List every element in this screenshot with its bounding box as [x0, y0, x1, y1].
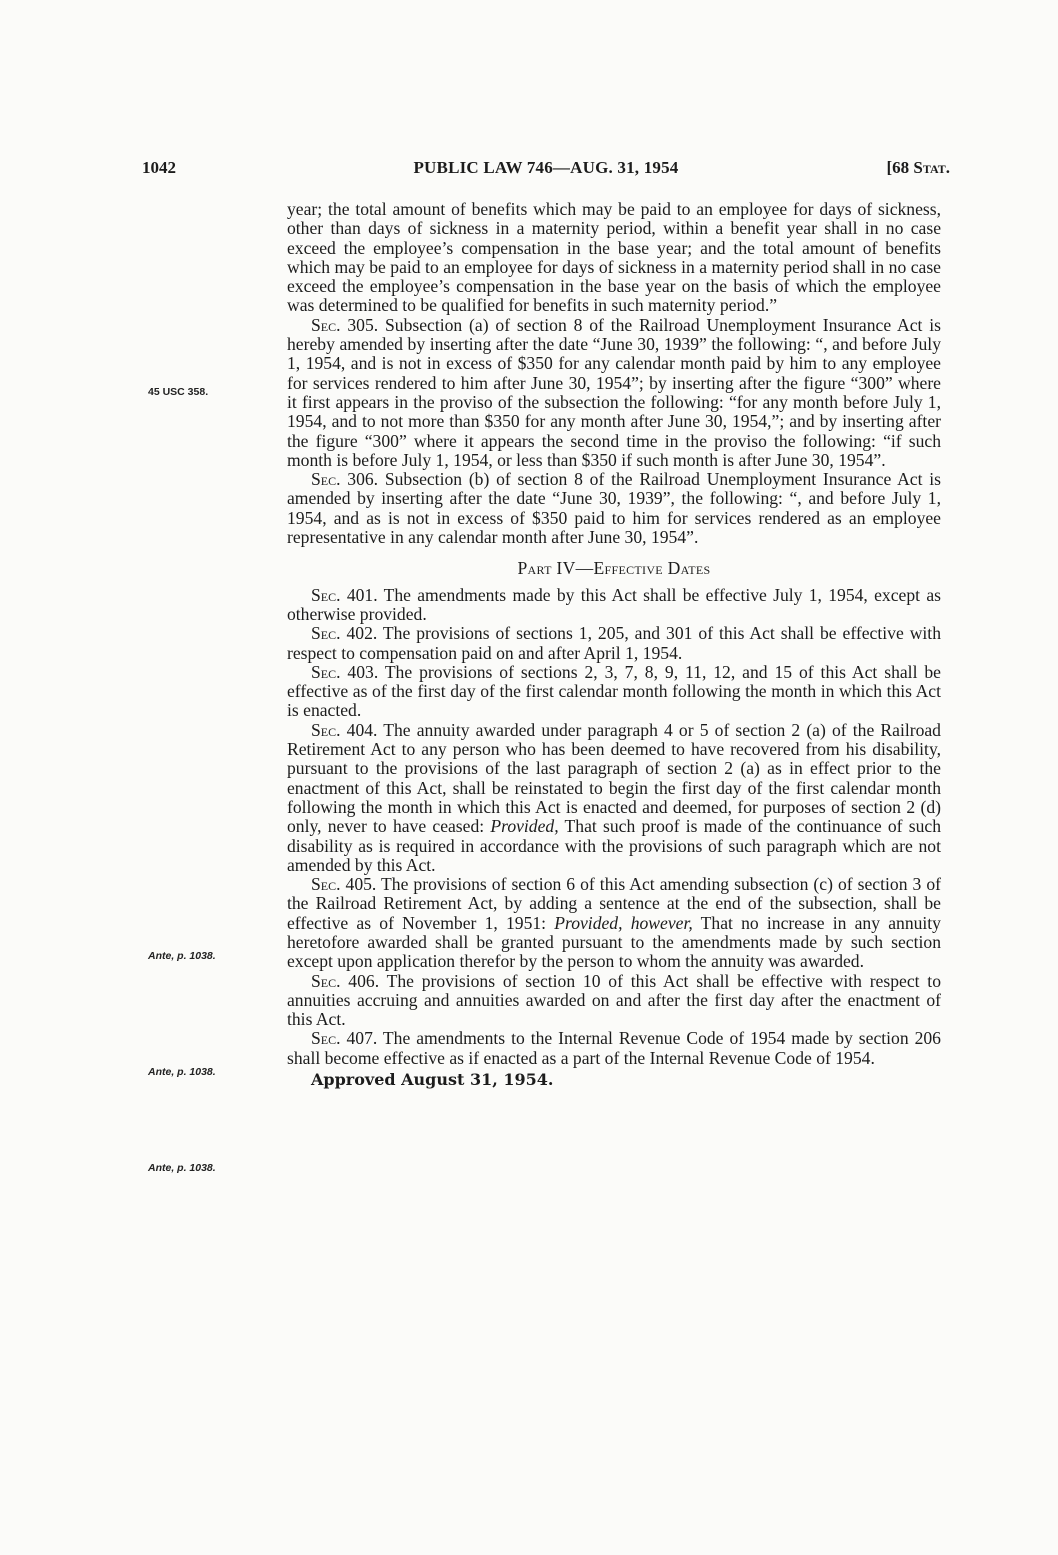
section-306 [287, 470, 941, 547]
margin-note-usc: 45 USC 358. [148, 386, 209, 398]
section-text: Subsection (a) of section 8 of the Railroad Unemployment Insurance Act is hereby amended by inserting after the date “June 30, 1939” the following: “, and before July 1, 1954, and is not in excess of $350 for any calendar month paid by him to any employee for services rendered to him after June 30, 1954”; by inserting after the figure “300” where it first appears in the proviso of the subsection the following: “for any month before July 1, 1954, and to not more than $350 for any month after June 30, 1954,”; and by inserting after the figure “300” where it appears the second time in the proviso the following: “if such month is before July 1, 1954, or less than $350 if such month is after June 30, 1954”. [287, 314, 941, 470]
part-heading: Part IV—Effective Dates [517, 558, 711, 579]
section-label: Sec. 402. [311, 623, 378, 644]
section-label: Sec. 405. [311, 874, 377, 895]
statute-reference: [68 Stat. [886, 158, 950, 177]
section-404 [287, 721, 941, 875]
body-text [287, 200, 941, 1089]
section-text: The provisions of sections 1, 205, and 301 of this Act shall be effective with respect to compensation paid on and after April 1, 1954. [287, 623, 941, 663]
page-number: 1042 [142, 158, 176, 177]
section-label: Sec. 407. [311, 1028, 378, 1049]
section-label: Sec. 305. [311, 314, 379, 335]
section-406 [287, 972, 941, 1030]
section-text: Subsection (b) of section 8 of the Railroad Unemployment Insurance Act is amended by inserting after the date “June 30, 1939”, the following: “, and before July 1, 1954, and as is not in excess of $350 paid to him for services rendered as an employee representative in any calendar month after June 30, 1954”. [287, 469, 941, 548]
section-text: The amendments made by this Act shall be effective July 1, 1954, except as otherwise provided. [287, 584, 941, 624]
section-label: Sec. 404. [311, 719, 378, 740]
approval-line: Approved August 31, 1954. [311, 1070, 554, 1090]
page-header [142, 158, 950, 182]
margin-note-ante: Ante, p. 1038. [148, 1162, 216, 1174]
proviso-term: Provided, [490, 816, 559, 837]
section-402 [287, 624, 941, 663]
section-text: The provisions of sections 2, 3, 7, 8, 9, 11, 12, and 15 of this Act shall be effective as of the first day of the first calendar month following the month in which this Act is enacted. [287, 661, 941, 721]
section-403 [287, 663, 941, 721]
running-title: PUBLIC LAW 746—AUG. 31, 1954 [413, 158, 679, 177]
paragraph: year; the total amount of benefits which may be paid to an employee for days of sickness, other than days of sickness in a maternity period, within a benefit year shall in no case exceed the employee’s compensation in the base year; and the total amount of benefits which may be paid to an employee for days of sickness in a maternity period shall in no case exceed the employee’s compensation in the base year on the basis of which the employee was determined to be qualified for benefits in such maternity period.” [287, 199, 941, 316]
section-text: The provisions of section 10 of this Act shall be effective with respect to annuities accruing and annuities awarded on and after the first day after the enactment of this Act. [287, 970, 941, 1030]
section-text: That such proof is made of the continuance of such disability as is required in accordance with the provisions of such paragraph which are not amended by this Act. [287, 816, 941, 875]
section-label: Sec. 401. [311, 584, 378, 605]
margin-note-ante: Ante, p. 1038. [148, 950, 216, 962]
margin-note-ante: Ante, p. 1038. [148, 1066, 216, 1078]
section-305 [287, 316, 941, 470]
section-label: Sec. 406. [311, 970, 380, 991]
section-label: Sec. 403. [311, 661, 379, 682]
section-text: That no increase in any annuity heretofore awarded shall be granted pursuant to the amendments made by such section except upon application therefor by the person to whom the annuity was awarded. [287, 912, 941, 972]
section-401 [287, 586, 941, 625]
section-text: The provisions of section 6 of this Act amending subsection (c) of section 3 of the Railroad Retirement Act, by adding a sentence at the end of the subsection, shall be effective as of November 1, 1951: [287, 874, 941, 933]
proviso-term: Provided, however, [554, 912, 693, 933]
section-text: The annuity awarded under paragraph 4 or 5 of section 2 (a) of the Railroad Retirement Act to any person who has been deemed to have recovered from his disability, pursuant to the provisions of the last paragraph of section 2 (a) as in effect prior to the enactment of this Act, shall be reinstated to begin the first day of the first calendar month following the month in which this Act is enacted and deemed, for purposes of section 2 (d) only, never to have ceased: [287, 719, 941, 837]
section-text: The amendments to the Internal Revenue Code of 1954 made by section 206 shall become effective as if enacted as a part of the Internal Revenue Code of 1954. [287, 1028, 941, 1068]
section-405 [287, 875, 941, 971]
section-407 [287, 1029, 941, 1068]
section-label: Sec. 306. [311, 469, 379, 490]
